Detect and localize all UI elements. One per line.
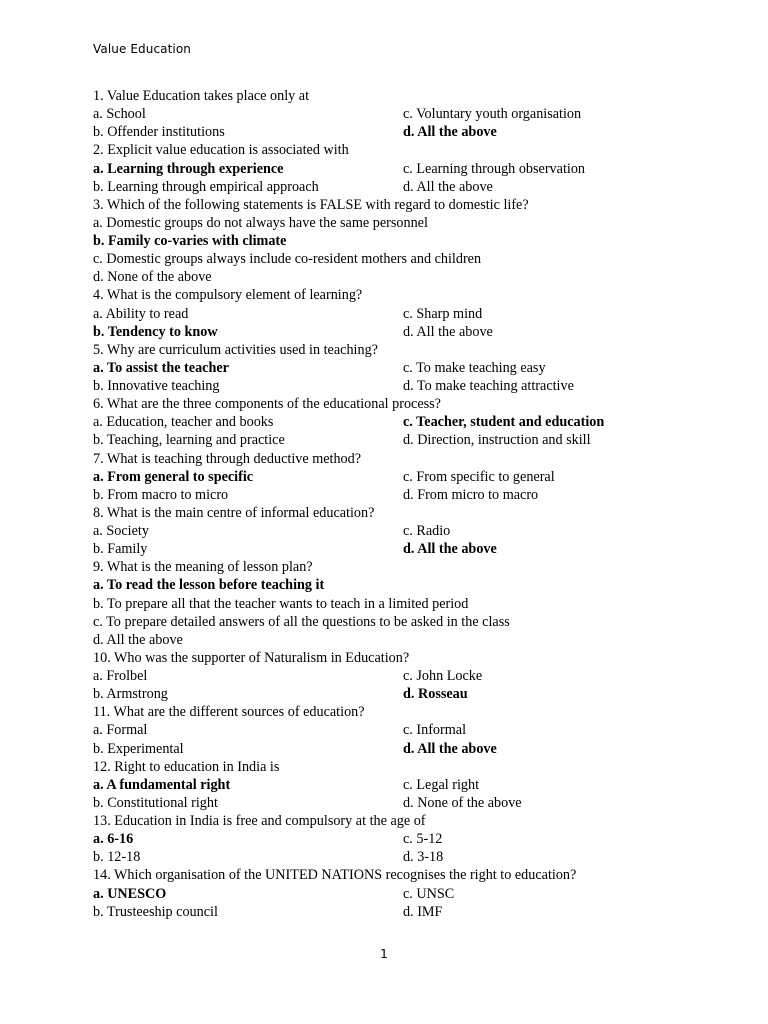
option: b. Teaching, learning and practice <box>93 432 285 449</box>
correct-option: d. Rosseau <box>403 686 468 703</box>
option-row <box>93 105 693 123</box>
option: a. Society <box>93 523 149 539</box>
question-text: 7. What is teaching through deductive method? <box>93 450 362 467</box>
option: d. 3-18 <box>403 849 444 866</box>
question-text: 1. Value Education takes place only at <box>93 88 310 104</box>
option: d. None of the above <box>93 269 212 286</box>
question-text: 9. What is the meaning of lesson plan? <box>93 559 313 576</box>
option: d. Direction, instruction and skill <box>403 432 591 449</box>
option-row <box>93 160 693 178</box>
question-text: 11. What are the different sources of education? <box>93 704 365 721</box>
question-text: 6. What are the three components of the educational process? <box>93 396 441 413</box>
option: c. To make teaching easy <box>403 359 546 376</box>
option-row <box>93 377 693 395</box>
correct-option: d. All the above <box>403 541 497 558</box>
option: c. Legal right <box>403 776 480 793</box>
option-row <box>93 486 693 504</box>
option-row <box>93 794 693 812</box>
option-row <box>93 359 693 377</box>
option: b. Learning through empirical approach <box>93 178 319 195</box>
option-row <box>93 667 693 685</box>
option-row <box>93 540 693 558</box>
question-text: 13. Education in India is free and compulsory at the age of <box>93 813 426 829</box>
option-row <box>93 776 693 794</box>
option: c. Radio <box>403 523 451 539</box>
option: d. IMF <box>403 903 443 920</box>
option: b. To prepare all that the teacher wants to teach in a limited period <box>93 595 469 612</box>
option: a. Formal <box>93 722 148 739</box>
option: a. Domestic groups do not always have the same personnel <box>93 214 428 231</box>
quiz-content <box>93 87 693 921</box>
option: b. Constitutional right <box>93 794 218 811</box>
correct-option: a. To read the lesson before teaching it <box>93 577 325 594</box>
option: d. All the above <box>403 323 493 340</box>
option-row <box>93 413 693 431</box>
question-text: 2. Explicit value education is associated with <box>93 142 349 159</box>
option: c. Informal <box>403 722 467 739</box>
option: d. All the above <box>403 178 493 195</box>
option-row <box>93 721 693 739</box>
correct-option: b. Tendency to know <box>93 323 218 340</box>
option: b. Experimental <box>93 740 184 757</box>
correct-option: a. A fundamental right <box>93 776 231 793</box>
option: c. To prepare detailed answers of all the questions to be asked in the class <box>93 613 510 630</box>
option: b. From macro to micro <box>93 486 229 503</box>
option-row <box>93 685 693 703</box>
correct-option: a. To assist the teacher <box>93 359 229 376</box>
correct-option: a. From general to specific <box>93 468 254 485</box>
option: d. All the above <box>93 631 183 648</box>
option: b. Offender institutions <box>93 124 225 141</box>
option-row <box>93 903 693 921</box>
page-number: 1 <box>380 947 388 961</box>
option: a. Frolbel <box>93 668 148 684</box>
option-row <box>93 431 693 449</box>
question-text: 10. Who was the supporter of Naturalism in Education? <box>93 649 410 666</box>
option-row <box>93 305 693 323</box>
question-text: 5. Why are curriculum activities used in teaching? <box>93 341 378 358</box>
option: a. Ability to read <box>93 305 189 322</box>
option: b. Trusteeship council <box>93 903 218 920</box>
option-row <box>93 522 693 540</box>
option: c. Domestic groups always include co-resident mothers and children <box>93 251 482 268</box>
correct-option: d. All the above <box>403 124 497 141</box>
option-row <box>93 830 693 848</box>
option: b. Innovative teaching <box>93 378 220 394</box>
option-row <box>93 885 693 903</box>
option: c. Voluntary youth organisation <box>403 106 582 123</box>
option-row <box>93 468 693 486</box>
option-row <box>93 123 693 141</box>
correct-option: c. Teacher, student and education <box>403 414 605 431</box>
question-text: 12. Right to education in India is <box>93 758 280 775</box>
option: d. None of the above <box>403 794 522 811</box>
option-row <box>93 323 693 341</box>
question-text: 8. What is the main centre of informal education? <box>93 504 375 521</box>
correct-option: a. Learning through experience <box>93 160 284 177</box>
question-text: 3. Which of the following statements is FALSE with regard to domestic life? <box>93 196 529 213</box>
option-row <box>93 740 693 758</box>
option: c. Learning through observation <box>403 160 586 177</box>
option: c. Sharp mind <box>403 305 483 322</box>
option: b. Family <box>93 541 148 558</box>
option: d. To make teaching attractive <box>403 378 574 394</box>
option: c. John Locke <box>403 668 483 684</box>
option: c. UNSC <box>403 885 455 902</box>
option: a. School <box>93 106 146 123</box>
correct-option: a. 6-16 <box>93 831 134 848</box>
option: d. From micro to macro <box>403 486 539 503</box>
option: c. From specific to general <box>403 468 555 485</box>
question-text: 4. What is the compulsory element of learning? <box>93 287 363 304</box>
option: b. Armstrong <box>93 686 168 703</box>
option: b. 12-18 <box>93 849 141 866</box>
question-text: 14. Which organisation of the UNITED NATIONS recognises the right to education? <box>93 867 577 884</box>
correct-option: b. Family co-varies with climate <box>93 233 287 249</box>
option-row <box>93 178 693 196</box>
option-row <box>93 848 693 866</box>
correct-option: a. UNESCO <box>93 885 167 902</box>
document-header: Value Education <box>93 42 192 56</box>
option: a. Education, teacher and books <box>93 414 274 431</box>
option: c. 5-12 <box>403 831 443 848</box>
correct-option: d. All the above <box>403 740 497 757</box>
